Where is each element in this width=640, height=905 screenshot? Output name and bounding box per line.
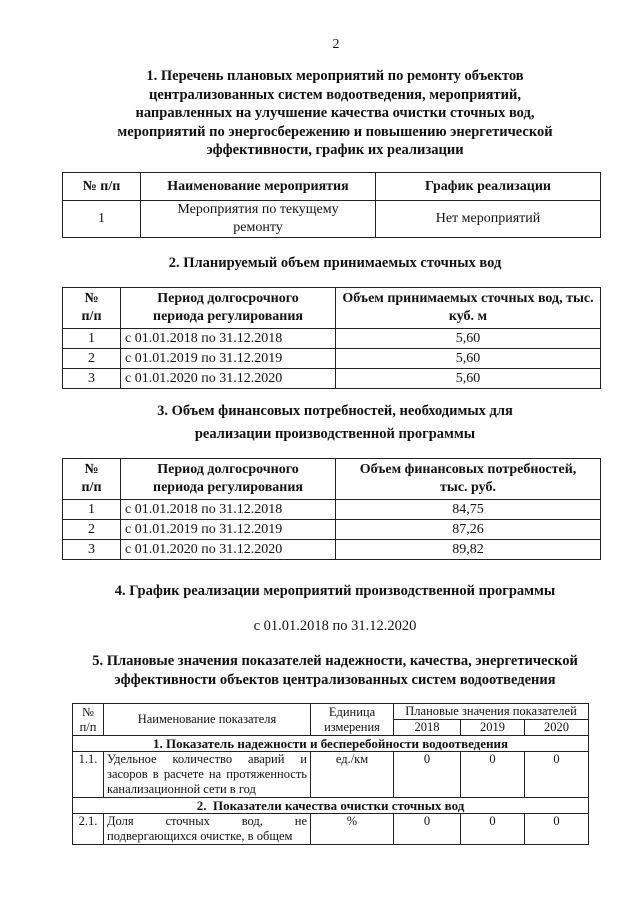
cell: 1 xyxy=(63,329,121,349)
cell: 87,26 xyxy=(336,520,601,540)
measures-table xyxy=(62,172,601,238)
cell: 1.1. xyxy=(73,752,104,798)
page-number: 2 xyxy=(332,37,340,52)
header-cell: № п/п xyxy=(63,459,121,500)
cell: Доля сточных вод, не подвергающихся очистке, в общем xyxy=(104,814,311,845)
table-row xyxy=(63,520,601,540)
cell: с 01.01.2020 по 31.12.2020 xyxy=(121,540,336,560)
table-header-row xyxy=(63,459,601,500)
section4-period: с 01.01.2018 по 31.12.2020 xyxy=(253,618,417,634)
table-row xyxy=(63,500,601,520)
title-line: направленных на улучшение качества очистки сточных вод, xyxy=(135,105,535,121)
title-line: 1. Перечень плановых мероприятий по ремонту объектов xyxy=(146,68,524,84)
title-line: мероприятий по энергосбережению и повышению энергетической xyxy=(117,123,553,140)
cell: с 01.01.2018 по 31.12.2018 xyxy=(121,329,336,349)
table-header-row xyxy=(63,173,601,201)
table-row xyxy=(63,369,601,389)
header-cell: Единица измерения xyxy=(311,704,394,736)
cell: 1 xyxy=(63,201,141,238)
cell: ед./км xyxy=(311,752,394,798)
table-header-row xyxy=(63,288,601,329)
section3-title xyxy=(60,402,610,443)
header-cell: График реализации xyxy=(376,173,601,201)
year-cell: 2018 xyxy=(394,720,461,736)
cell: 84,75 xyxy=(336,500,601,520)
cell: 5,60 xyxy=(336,349,601,369)
title-line: реализации производственной программы xyxy=(194,425,476,442)
group-row xyxy=(73,736,589,752)
table-header-row xyxy=(73,704,589,720)
table-row xyxy=(73,752,589,798)
cell: с 01.01.2020 по 31.12.2020 xyxy=(121,369,336,389)
header-cell: № п/п xyxy=(63,173,141,201)
title-line: эффективности, график их реализации xyxy=(206,142,464,158)
indicators-table xyxy=(72,703,589,845)
header-cell: Объем принимаемых сточных вод, тыс. куб. м xyxy=(336,288,601,329)
cell: Удельное количество аварий и засоров в расчете на протяженность канализационной сети в год xyxy=(104,752,311,798)
cell: Мероприятия по текущему ремонту xyxy=(141,201,376,238)
cell: 5,60 xyxy=(336,369,601,389)
cell: 89,82 xyxy=(336,540,601,560)
volume-table xyxy=(62,287,601,389)
title-line: 3. Объем финансовых потребностей, необходимых для xyxy=(157,403,513,419)
cell: % xyxy=(311,814,394,845)
year-cell: 2019 xyxy=(461,720,525,736)
cell: с 01.01.2019 по 31.12.2019 xyxy=(121,520,336,540)
finance-table xyxy=(62,458,601,560)
group-title: 2. Показатели качества очистки сточных вод xyxy=(73,798,589,814)
cell: 3 xyxy=(63,369,121,389)
cell: 2 xyxy=(63,349,121,369)
header-cell: Период долгосрочного периода регулирования xyxy=(121,459,336,500)
header-cell: № п/п xyxy=(73,704,104,736)
header-cell: № п/п xyxy=(63,288,121,329)
group-row xyxy=(73,798,589,814)
cell: 5,60 xyxy=(336,329,601,349)
title-line: эффективности объектов централизованных систем водоотведения xyxy=(114,671,556,688)
cell: с 01.01.2018 по 31.12.2018 xyxy=(121,500,336,520)
header-cell: Плановые значения показателей xyxy=(394,704,589,720)
header-cell: Объем финансовых потребностей, тыс. руб. xyxy=(336,459,601,500)
table-row xyxy=(63,540,601,560)
cell: с 01.01.2019 по 31.12.2019 xyxy=(121,349,336,369)
table-row xyxy=(63,329,601,349)
cell: 0 xyxy=(461,814,525,845)
header-cell: Наименование мероприятия xyxy=(141,173,376,201)
cell: 0 xyxy=(461,752,525,798)
table-row xyxy=(63,201,601,238)
cell: 1 xyxy=(63,500,121,520)
table-row xyxy=(73,814,589,845)
cell: 0 xyxy=(525,752,589,798)
cell: 2 xyxy=(63,520,121,540)
section1-title xyxy=(60,67,610,160)
year-cell: 2020 xyxy=(525,720,589,736)
header-cell: Наименование показателя xyxy=(104,704,311,736)
header-cell: Период долгосрочного периода регулирования xyxy=(121,288,336,329)
section5-title xyxy=(30,652,640,689)
group-title: 1. Показатель надежности и бесперебойности водоотведения xyxy=(73,736,589,752)
cell: 3 xyxy=(63,540,121,560)
cell: 2.1. xyxy=(73,814,104,845)
cell: Нет мероприятий xyxy=(376,201,601,238)
section4-title: 4. График реализации мероприятий производственной программы xyxy=(114,583,556,599)
cell: 0 xyxy=(394,752,461,798)
title-line: 5. Плановые значения показателей надежности, качества, энергетической xyxy=(92,653,578,669)
table-row xyxy=(63,349,601,369)
cell: 0 xyxy=(525,814,589,845)
cell: 0 xyxy=(394,814,461,845)
title-line: централизованных систем водоотведения, мероприятий, xyxy=(149,86,521,103)
section2-title: 2. Планируемый объем принимаемых сточных вод xyxy=(168,255,502,271)
